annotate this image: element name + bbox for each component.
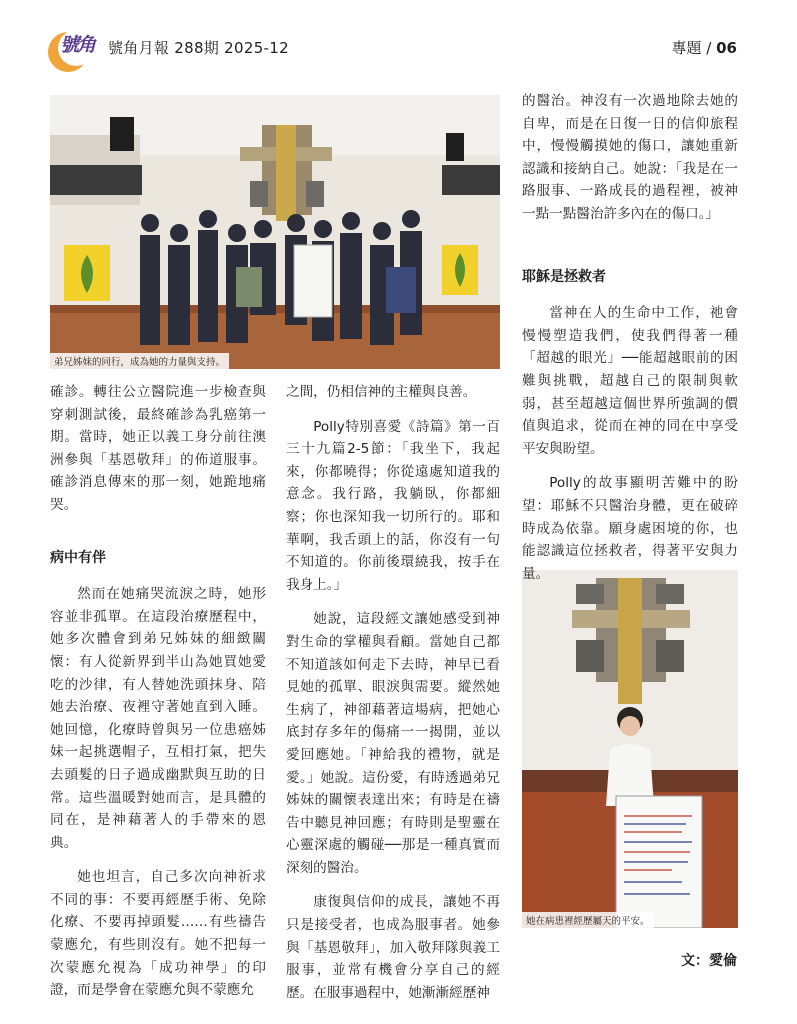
- article-column-2: [286, 381, 500, 1016]
- article-column-1: [50, 381, 266, 1014]
- paragraph: 然而在她痛哭流淚之時，她形容並非孤單。在這段治療歷程中，她多次體會到弟兄姊妹的細緻關懷：有人從新界到半山為她買她愛吃的沙律，有人替她洗頭抹身、陪她去治療、夜裡守著她直到入睡。她回憶，化療時曾與另一位患癌姊妹一起挑選帽子，互相打氣，把失去頭髮的日子過成幽默與互助的日常。這些溫暖對她而言，是具體的同在，是神藉著人的手帶來的恩典。: [50, 586, 266, 851]
- paragraph: 當神在人的生命中工作，祂會慢慢塑造我們，使我們得著一種「超越的眼光」──能超越眼前的困難與挑戰，超越自己的限制與軟弱，甚至超越這個世界所強調的價值與追求，從而在神的同在中享受平安與盼望。: [522, 305, 738, 457]
- paragraph: 她也坦言，自己多次向神祈求不同的事：不要再經歷手術、免除化療、不要再掉頭髮……有些禱告蒙應允，有些則沒有。她不把每一次蒙應允視為「成功神學」的印證，而是學會在蒙應允與不蒙應允: [50, 869, 266, 999]
- author-credit: 文：愛倫: [681, 953, 737, 969]
- paragraph: Polly特別喜愛《詩篇》第一百三十九篇2-5節：「我坐下，我起來，你都曉得；你從遠處知道我的意念。我行路，我躺臥，你都細察；你也深知我一切所行的。耶和華啊，我舌頭上的話，你沒有一句不知道的。你前後環繞我，按手在我身上。」: [286, 418, 500, 593]
- section-page-label: [672, 37, 737, 58]
- issue-info: 號角月報 288期 2025-12: [108, 39, 289, 57]
- paragraph: 她說，這段經文讓她感受到神對生命的掌權與看顧。當她自己都不知道該如何走下去時，神早已看見她的孤單、眼淚與需要。縱然她生病了，神卻藉著這場病，把她心底封存多年的傷痛一一揭開，並以愛回應她。「神給我的禮物，就是愛。」她說。這份愛，有時透過弟兄姊妹的關懷表達出來；有時是在禱告中聽見神回應；有時則是聖靈在心靈深處的觸碰──那是一種真實而深刻的醫治。: [286, 611, 500, 876]
- paragraph: 康復與信仰的成長，讓她不再只是接受者，也成為服事者。她參與「基恩敬拜」，加入敬拜隊與義工服事，並常有機會分享自己的經歷。在服事過程中，她漸漸經歷神: [286, 894, 500, 1001]
- portrait-photo: [522, 570, 738, 928]
- section-label: 專題 /: [671, 39, 717, 57]
- article-column-3: [522, 90, 738, 597]
- magazine-logo: [48, 28, 100, 72]
- section-heading: 病中有伴: [50, 549, 106, 566]
- paragraph: 的醫治。神沒有一次過地除去她的自卑，而是在日復一日的信仰旅程中，慢慢觸摸她的傷口，讓她重新認識和接納自己。她說：「我是在一路服事、一路成長的過程裡，被神一點一點醫治許多內在的傷口。」: [522, 93, 738, 222]
- page-number: 06: [716, 39, 737, 57]
- group-photo-illustration: [50, 95, 500, 369]
- paragraph: 確診。轉往公立醫院進一步檢查與穿刺測試後，最終確診為乳癌第一期。當時，她正以義工身分前往澳洲參與「基恩敬拜」的佈道服事。確診消息傳來的那一刻，她跪地痛哭。: [50, 384, 266, 513]
- logo-mark: 號角: [60, 34, 95, 56]
- group-photo: [50, 95, 500, 369]
- paragraph: Polly的故事顯明苦難中的盼望：耶穌不只醫治身體，更在破碎時成為依靠。願身處困境的你，也能認識這位拯救者，得著平安與力量。: [522, 475, 738, 582]
- group-photo-caption: 弟兄姊妹的同行，成為她的力量與支持。: [50, 353, 229, 369]
- section-heading: 耶穌是拯救者: [522, 268, 606, 285]
- portrait-photo-illustration: [522, 570, 738, 928]
- portrait-photo-caption: 她在病患裡經歷屬天的平安。: [522, 912, 654, 928]
- paragraph: 之間，仍相信神的主權與良善。: [286, 384, 477, 400]
